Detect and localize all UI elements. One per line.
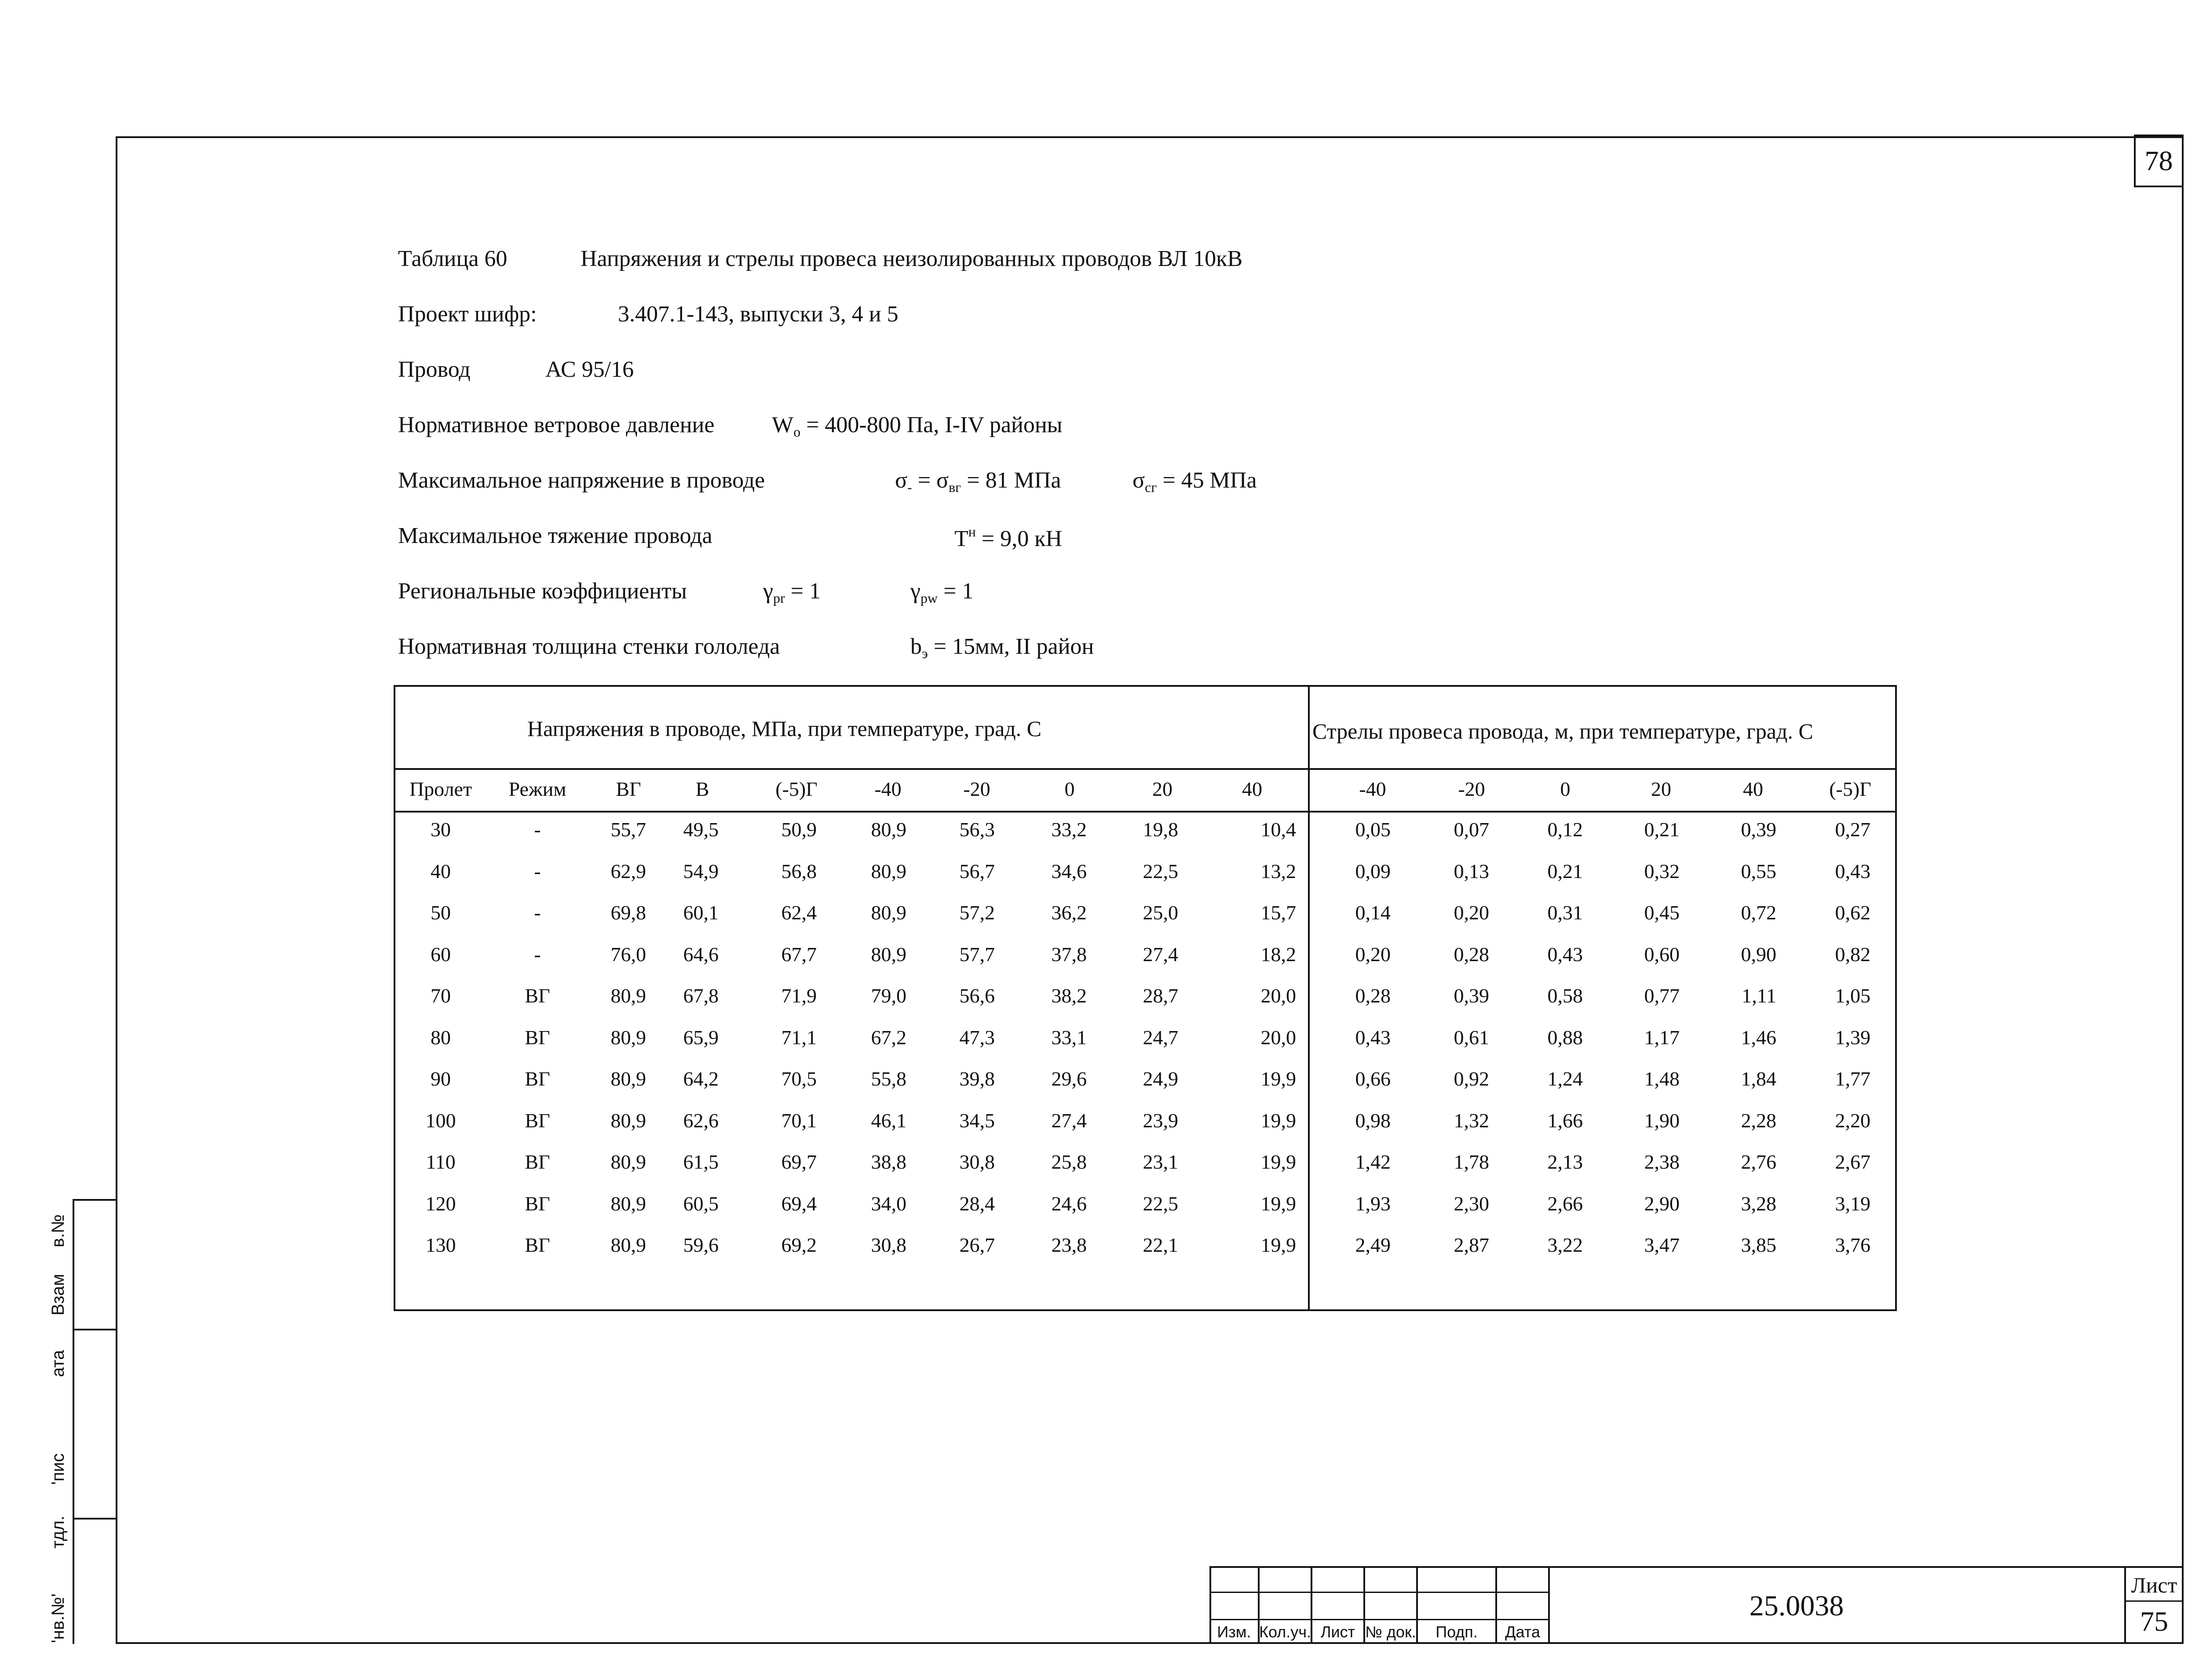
value-cell: 49,5 — [683, 818, 719, 841]
value-cell: 67,7 — [781, 943, 817, 966]
value-cell: 19,9 — [1260, 1068, 1296, 1090]
value-cell: 0,28 — [1355, 984, 1391, 1007]
span-cell: 100 — [425, 1109, 456, 1132]
value-cell: 0,66 — [1355, 1068, 1391, 1090]
sheet-col-label: Лист — [1320, 1623, 1355, 1641]
value-cell: 80,9 — [871, 860, 906, 882]
mode-cell: ВГ — [525, 1151, 550, 1173]
value-cell: 76,0 — [610, 943, 646, 966]
value-cell: 19,9 — [1260, 1234, 1296, 1256]
value-cell: 25,8 — [1051, 1151, 1087, 1173]
value-cell: 0,55 — [1741, 860, 1776, 882]
qty-label: Кол.уч. — [1259, 1623, 1311, 1641]
mode-cell: ВГ — [525, 1026, 550, 1049]
value-cell: 0,82 — [1835, 943, 1870, 966]
value-cell: 19,9 — [1260, 1151, 1296, 1173]
side-stamp — [48, 1199, 117, 1644]
value-cell: 28,7 — [1143, 984, 1178, 1007]
column-header: 40 — [1743, 778, 1763, 800]
value-cell: 80,9 — [610, 1151, 646, 1173]
value-cell: 60,1 — [683, 901, 719, 924]
title-block — [1209, 1566, 2184, 1644]
group-divider — [1308, 687, 1310, 1309]
value-cell: 0,21 — [1644, 818, 1680, 841]
value-cell: 26,7 — [959, 1234, 995, 1256]
value-cell: 0,45 — [1644, 901, 1680, 924]
mode-cell: ВГ — [525, 1109, 550, 1132]
value-cell: 1,66 — [1547, 1109, 1583, 1132]
value-cell: 0,98 — [1355, 1109, 1391, 1132]
value-cell: 0,58 — [1547, 984, 1583, 1007]
column-header: ВГ — [616, 778, 641, 800]
value-cell: 56,8 — [781, 860, 817, 882]
value-cell: 0,43 — [1547, 943, 1583, 966]
value-cell: 80,9 — [871, 901, 906, 924]
value-cell: 19,8 — [1143, 818, 1178, 841]
value-cell: 23,1 — [1143, 1151, 1178, 1173]
sign-original-label: тдл. — [48, 1516, 68, 1549]
value-cell: 30,8 — [959, 1151, 995, 1173]
span-cell: 120 — [425, 1192, 456, 1215]
value-cell: 64,2 — [683, 1068, 719, 1090]
data-table — [394, 685, 1897, 1311]
column-header: Режим — [508, 778, 566, 800]
value-cell: 1,32 — [1454, 1109, 1489, 1132]
max-tension-value: $T^н = 9,0$ кН — [954, 524, 1063, 551]
sheet-number: 75 — [2140, 1606, 2168, 1637]
value-cell: 71,9 — [781, 984, 817, 1007]
span-cell: 30 — [431, 818, 451, 841]
value-cell: 80,9 — [610, 1026, 646, 1049]
value-cell: 65,9 — [683, 1026, 719, 1049]
doc-no-label: № док. — [1365, 1623, 1416, 1641]
value-cell: 0,07 — [1454, 818, 1489, 841]
value-cell: 1,78 — [1454, 1151, 1489, 1173]
value-cell: 0,39 — [1454, 984, 1489, 1007]
value-cell: 24,9 — [1143, 1068, 1178, 1090]
replace-label: Взам — [48, 1274, 68, 1316]
column-header-rule — [395, 811, 1895, 813]
mode-cell: - — [534, 943, 541, 966]
value-cell: 25,0 — [1143, 901, 1178, 924]
span-cell: 90 — [431, 1068, 451, 1090]
span-cell: 40 — [431, 860, 451, 882]
value-cell: 0,60 — [1644, 943, 1680, 966]
column-header: (-5)Г — [775, 778, 818, 800]
value-cell: 13,2 — [1260, 860, 1296, 882]
mode-cell: ВГ — [525, 1234, 550, 1256]
value-cell: 28,4 — [959, 1192, 995, 1215]
value-cell: 1,77 — [1835, 1068, 1870, 1090]
value-cell: 1,05 — [1835, 984, 1870, 1007]
value-cell: 3,28 — [1741, 1192, 1776, 1215]
value-cell: 34,0 — [871, 1192, 906, 1215]
value-cell: 80,9 — [610, 984, 646, 1007]
value-cell: 19,9 — [1260, 1192, 1296, 1215]
value-cell: 1,42 — [1355, 1151, 1391, 1173]
value-cell: 3,47 — [1644, 1234, 1680, 1256]
value-cell: 71,1 — [781, 1026, 817, 1049]
value-cell: 1,90 — [1644, 1109, 1680, 1132]
replace-no-label: в.№ — [48, 1214, 68, 1247]
column-header: 0 — [1560, 778, 1571, 800]
value-cell: 0,20 — [1355, 943, 1391, 966]
value-cell: 3,19 — [1835, 1192, 1870, 1215]
value-cell: 30,8 — [871, 1234, 906, 1256]
value-cell: 80,9 — [871, 943, 906, 966]
regional-label: Региональные коэффициенты — [398, 579, 687, 604]
mode-cell: ВГ — [525, 984, 550, 1007]
value-cell: 29,6 — [1051, 1068, 1087, 1090]
column-header: -20 — [963, 778, 990, 800]
mode-cell: - — [534, 818, 541, 841]
value-cell: 64,6 — [683, 943, 719, 966]
document-code: 25.0038 — [1749, 1590, 1844, 1622]
column-header: -20 — [1458, 778, 1485, 800]
ice-label: Нормативная толщина стенки гололеда — [398, 634, 780, 659]
value-cell: 62,4 — [781, 901, 817, 924]
value-cell: 36,2 — [1051, 901, 1087, 924]
value-cell: 55,8 — [871, 1068, 906, 1090]
value-cell: 61,5 — [683, 1151, 719, 1173]
value-cell: 1,48 — [1644, 1068, 1680, 1090]
value-cell: 2,67 — [1835, 1151, 1870, 1173]
value-cell: 67,8 — [683, 984, 719, 1007]
value-cell: 18,2 — [1260, 943, 1296, 966]
value-cell: 0,88 — [1547, 1026, 1583, 1049]
value-cell: 1,24 — [1547, 1068, 1583, 1090]
span-cell: 60 — [431, 943, 451, 966]
value-cell: 10,4 — [1260, 818, 1296, 841]
value-cell: 24,6 — [1051, 1192, 1087, 1215]
value-cell: 80,9 — [610, 1192, 646, 1215]
value-cell: 62,6 — [683, 1109, 719, 1132]
value-cell: 0,77 — [1644, 984, 1680, 1007]
wind-pressure: $W_о = 400-800$ Па, I-IV районы — [772, 412, 1063, 440]
value-cell: 56,6 — [959, 984, 995, 1007]
value-cell: 34,6 — [1051, 860, 1087, 882]
value-cell: 3,22 — [1547, 1234, 1583, 1256]
value-cell: 2,90 — [1644, 1192, 1680, 1215]
value-cell: 0,62 — [1835, 901, 1870, 924]
value-cell: 0,43 — [1355, 1026, 1391, 1049]
value-cell: 34,5 — [959, 1109, 995, 1132]
value-cell: 2,13 — [1547, 1151, 1583, 1173]
value-cell: 2,28 — [1741, 1109, 1776, 1132]
value-cell: 2,38 — [1644, 1151, 1680, 1173]
value-cell: 80,9 — [871, 818, 906, 841]
value-cell: 67,2 — [871, 1026, 906, 1049]
value-cell: 2,20 — [1835, 1109, 1870, 1132]
value-cell: 0,31 — [1547, 901, 1583, 924]
column-header: 20 — [1651, 778, 1671, 800]
date-label-side: ата — [48, 1350, 68, 1377]
ice-value: $b_э = 15мм$, II район — [910, 634, 1094, 661]
value-cell: 69,8 — [610, 901, 646, 924]
value-cell: 2,66 — [1547, 1192, 1583, 1215]
table-label: Таблица 60 — [398, 246, 508, 271]
value-cell: 39,8 — [959, 1068, 995, 1090]
value-cell: 57,7 — [959, 943, 995, 966]
value-cell: 69,4 — [781, 1192, 817, 1215]
value-cell: 27,4 — [1051, 1109, 1087, 1132]
mode-cell: - — [534, 901, 541, 924]
value-cell: 2,49 — [1355, 1234, 1391, 1256]
value-cell: 0,21 — [1547, 860, 1583, 882]
value-cell: 0,90 — [1741, 943, 1776, 966]
mode-cell: ВГ — [525, 1068, 550, 1090]
sheet-label: Лист — [2131, 1573, 2177, 1597]
value-cell: 59,6 — [683, 1234, 719, 1256]
value-cell: 23,9 — [1143, 1109, 1178, 1132]
value-cell: 38,2 — [1051, 984, 1087, 1007]
value-cell: 2,87 — [1454, 1234, 1489, 1256]
value-cell: 69,2 — [781, 1234, 817, 1256]
value-cell: 50,9 — [781, 818, 817, 841]
column-header: В — [695, 778, 709, 800]
span-cell: 70 — [431, 984, 451, 1007]
value-cell: 2,76 — [1741, 1151, 1776, 1173]
value-cell: 27,4 — [1143, 943, 1178, 966]
value-cell: 0,61 — [1454, 1026, 1489, 1049]
value-cell: 70,1 — [781, 1109, 817, 1132]
column-header: Пролет — [409, 778, 472, 800]
span-cell: 130 — [425, 1234, 456, 1256]
project-value: 3.407.1-143, выпуски 3, 4 и 5 — [618, 302, 899, 327]
span-cell: 80 — [431, 1026, 451, 1049]
value-cell: 1,39 — [1835, 1026, 1870, 1049]
column-header: (-5)Г — [1829, 778, 1871, 800]
value-cell: 22,1 — [1143, 1234, 1178, 1256]
value-cell: 3,85 — [1741, 1234, 1776, 1256]
project-label: Проект шифр: — [398, 302, 537, 327]
column-header: -40 — [874, 778, 902, 800]
value-cell: 0,13 — [1454, 860, 1489, 882]
sign-label-side: 'пис — [48, 1453, 68, 1485]
value-cell: 23,8 — [1051, 1234, 1087, 1256]
column-header: 0 — [1064, 778, 1075, 800]
column-header: 40 — [1242, 778, 1262, 800]
value-cell: 1,17 — [1644, 1026, 1680, 1049]
value-cell: 24,7 — [1143, 1026, 1178, 1049]
max-stress-value: $\sigma_- = \sigma_{вг} = 81$ МПа — [895, 468, 1061, 495]
value-cell: 1,84 — [1741, 1068, 1776, 1090]
max-tension-label: Максимальное тяжение провода — [398, 523, 712, 548]
value-cell: 60,5 — [683, 1192, 719, 1215]
value-cell: 57,2 — [959, 901, 995, 924]
value-cell: 0,39 — [1741, 818, 1776, 841]
value-cell: 22,5 — [1143, 1192, 1178, 1215]
value-cell: 0,32 — [1644, 860, 1680, 882]
group-header-stress: Напряжения в проводе, МПа, при температуре, град. С — [527, 716, 1041, 741]
value-cell: 62,9 — [610, 860, 646, 882]
inv-no-label: 'нв.№' — [48, 1593, 68, 1643]
column-header: 20 — [1152, 778, 1173, 800]
value-cell: 1,46 — [1741, 1026, 1776, 1049]
value-cell: 3,76 — [1835, 1234, 1870, 1256]
sign-label: Подп. — [1436, 1623, 1478, 1641]
max-stress-label: Максимальное напряжение в проводе — [398, 468, 765, 493]
value-cell: 0,28 — [1454, 943, 1489, 966]
value-cell: 0,27 — [1835, 818, 1870, 841]
value-cell: 15,7 — [1260, 901, 1296, 924]
value-cell: 56,7 — [959, 860, 995, 882]
value-cell: 20,0 — [1260, 1026, 1296, 1049]
wire-value: АС 95/16 — [545, 357, 634, 382]
value-cell: 1,93 — [1355, 1192, 1391, 1215]
gamma-pw: $\gamma_{pw} = 1$ — [910, 579, 974, 606]
value-cell: 70,5 — [781, 1068, 817, 1090]
value-cell: 19,9 — [1260, 1109, 1296, 1132]
group-header-rule — [395, 768, 1895, 770]
wire-label: Провод — [398, 357, 471, 382]
value-cell: 1,11 — [1742, 984, 1776, 1007]
value-cell: 56,3 — [959, 818, 995, 841]
value-cell: 80,9 — [610, 1068, 646, 1090]
wind-label: Нормативное ветровое давление — [398, 412, 715, 437]
ice-stress-value: $\sigma_{сг} = 45$ МПа — [1132, 468, 1257, 495]
value-cell: 33,1 — [1051, 1026, 1087, 1049]
table-title: Напряжения и стрелы провеса неизолированных проводов ВЛ 10кВ — [581, 246, 1243, 271]
value-cell: 55,7 — [610, 818, 646, 841]
value-cell: 37,8 — [1051, 943, 1087, 966]
value-cell: 0,14 — [1355, 901, 1391, 924]
value-cell: 0,92 — [1454, 1068, 1489, 1090]
value-cell: 20,0 — [1260, 984, 1296, 1007]
value-cell: 0,43 — [1835, 860, 1870, 882]
date-label: Дата — [1505, 1623, 1540, 1641]
column-header: -40 — [1359, 778, 1386, 800]
value-cell: 80,9 — [610, 1109, 646, 1132]
value-cell: 79,0 — [871, 984, 906, 1007]
value-cell: 33,2 — [1051, 818, 1087, 841]
value-cell: 46,1 — [871, 1109, 906, 1132]
value-cell: 2,30 — [1454, 1192, 1489, 1215]
mode-cell: ВГ — [525, 1192, 550, 1215]
page-number: 78 — [2134, 135, 2184, 187]
span-cell: 50 — [431, 901, 451, 924]
group-header-sag: Стрелы провеса провода, м, при температуре, град. С — [1312, 719, 1813, 743]
value-cell: 80,9 — [610, 1234, 646, 1256]
value-cell: 0,20 — [1454, 901, 1489, 924]
value-cell: 69,7 — [781, 1151, 817, 1173]
value-cell: 54,9 — [683, 860, 719, 882]
value-cell: 38,8 — [871, 1151, 906, 1173]
mode-cell: - — [534, 860, 541, 882]
gamma-pr: $\gamma_{pr} = 1$ — [763, 579, 821, 606]
rev-label: Изм. — [1217, 1623, 1251, 1641]
value-cell: 0,05 — [1355, 818, 1391, 841]
value-cell: 47,3 — [959, 1026, 995, 1049]
value-cell: 22,5 — [1143, 860, 1178, 882]
span-cell: 110 — [426, 1151, 456, 1173]
value-cell: 0,72 — [1741, 901, 1776, 924]
value-cell: 0,12 — [1547, 818, 1583, 841]
value-cell: 0,09 — [1355, 860, 1391, 882]
